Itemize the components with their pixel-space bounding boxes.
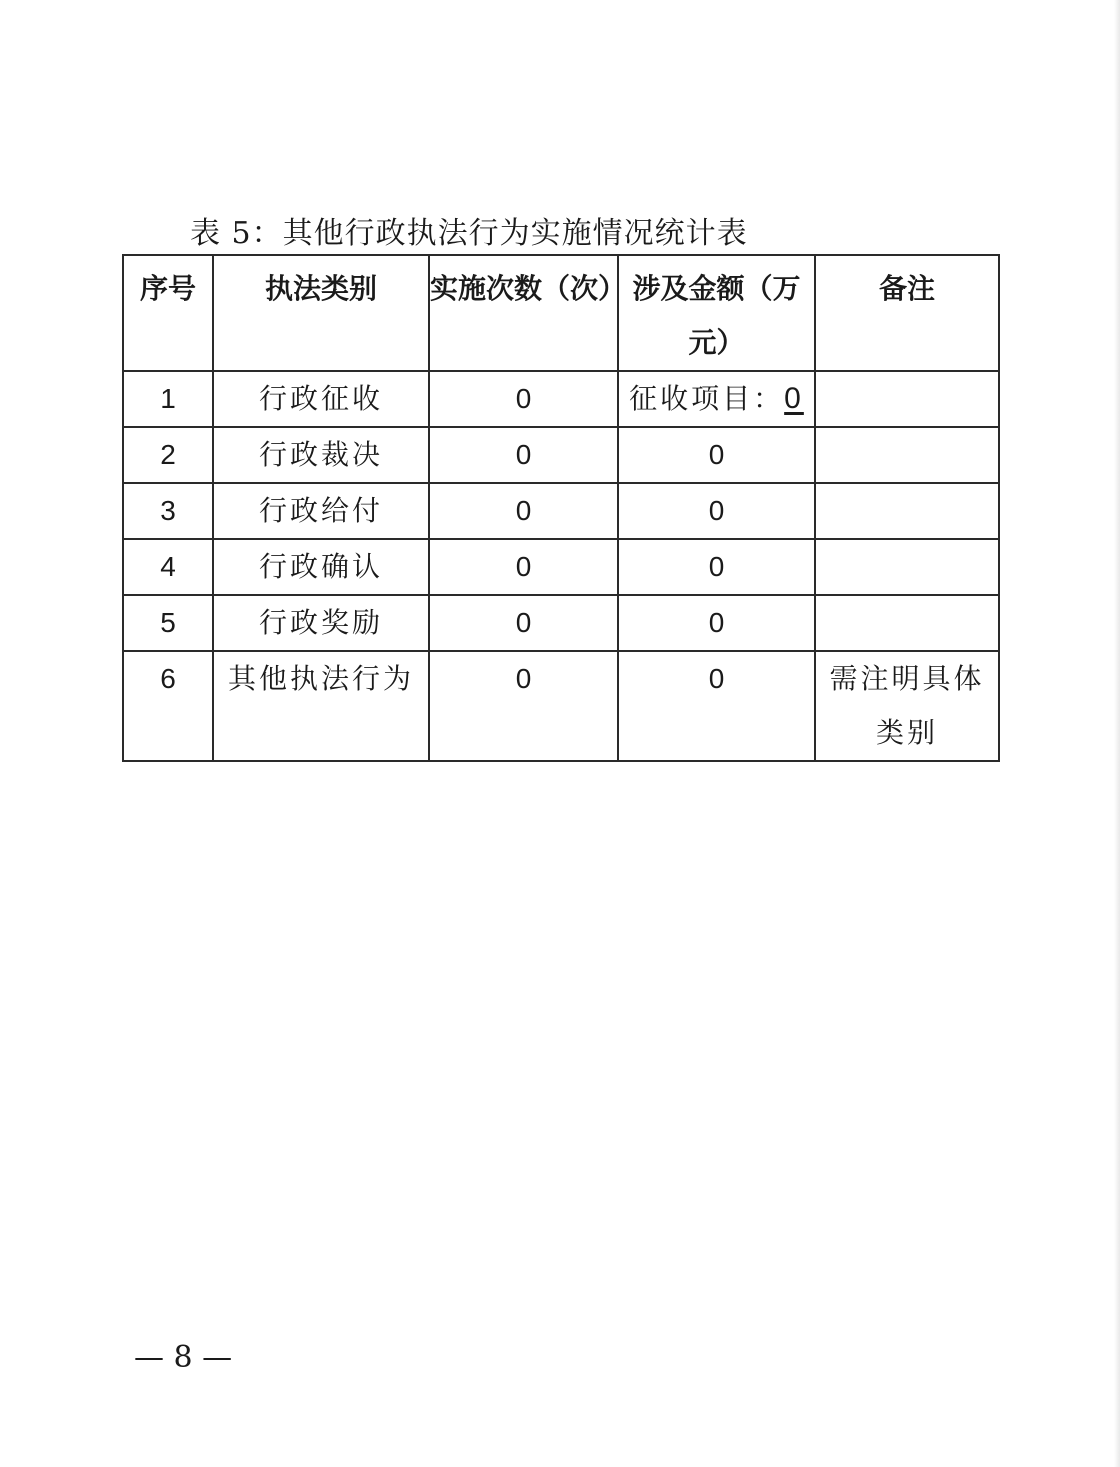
- cell-remark: 需注明具体类别: [815, 651, 999, 761]
- header-remark: 备注: [815, 255, 999, 371]
- header-seq: 序号: [123, 255, 213, 371]
- cell-seq: 5: [123, 595, 213, 651]
- cell-remark: [815, 427, 999, 483]
- table-row: [123, 651, 999, 761]
- cell-count: 0: [429, 651, 618, 761]
- cell-count: 0: [429, 371, 618, 427]
- table-row: [123, 427, 999, 483]
- cell-count: 0: [429, 595, 618, 651]
- cell-amount: 0: [618, 427, 815, 483]
- amount-prefix: 征收项目：: [629, 382, 785, 415]
- header-category: 执法类别: [213, 255, 429, 371]
- cell-amount: 0: [618, 651, 815, 761]
- cell-seq: 2: [123, 427, 213, 483]
- cell-remark: [815, 595, 999, 651]
- cell-category: 行政裁决: [213, 427, 429, 483]
- cell-count: 0: [429, 427, 618, 483]
- cell-count: 0: [429, 483, 618, 539]
- cell-category: 行政奖励: [213, 595, 429, 651]
- cell-remark: [815, 483, 999, 539]
- cell-amount: 0: [618, 539, 815, 595]
- table-header-row: [123, 255, 999, 371]
- header-count: 实施次数（次）: [429, 255, 618, 371]
- cell-amount: 0: [618, 595, 815, 651]
- cell-seq: 1: [123, 371, 213, 427]
- page-edge-shadow: [1114, 0, 1120, 1467]
- header-amount: 涉及金额（万元）: [618, 255, 815, 371]
- cell-category: 行政确认: [213, 539, 429, 595]
- table-row: [123, 595, 999, 651]
- statistics-table: [122, 254, 1000, 762]
- cell-category: 行政给付: [213, 483, 429, 539]
- cell-seq: 6: [123, 651, 213, 761]
- table-row: [123, 483, 999, 539]
- cell-category: 其他执法行为: [213, 651, 429, 761]
- amount-value: 0: [784, 382, 804, 415]
- cell-amount: [618, 371, 815, 427]
- table-title: 表 5：其他行政执法行为实施情况统计表: [190, 216, 748, 251]
- table-row: [123, 371, 999, 427]
- cell-amount: 0: [618, 483, 815, 539]
- cell-seq: 4: [123, 539, 213, 595]
- cell-count: 0: [429, 539, 618, 595]
- cell-seq: 3: [123, 483, 213, 539]
- table-row: [123, 539, 999, 595]
- cell-category: 行政征收: [213, 371, 429, 427]
- cell-remark: [815, 371, 999, 427]
- cell-remark: [815, 539, 999, 595]
- page-number: — 8 —: [134, 1340, 233, 1375]
